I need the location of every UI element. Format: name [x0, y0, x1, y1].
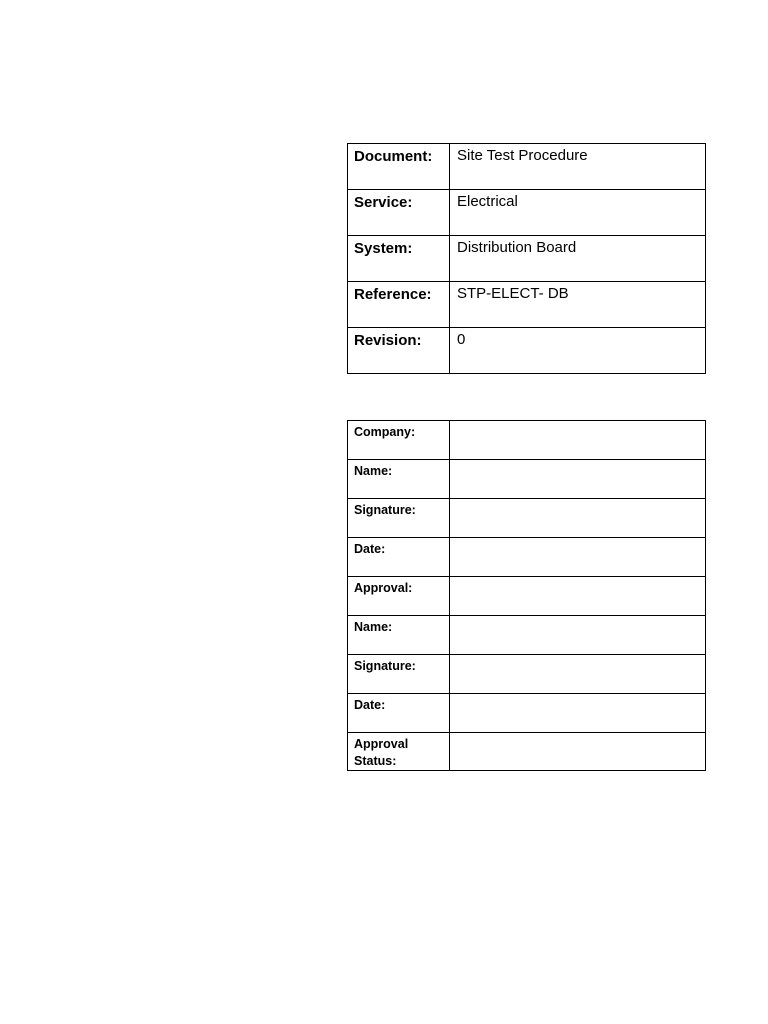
table-row [348, 236, 706, 282]
document-info-table [347, 143, 706, 374]
table-row [348, 694, 706, 733]
name-field[interactable] [450, 460, 706, 499]
service-value: Electrical [450, 190, 706, 236]
system-value: Distribution Board [450, 236, 706, 282]
table-row [348, 328, 706, 374]
company-field[interactable] [450, 421, 706, 460]
approval-status-field[interactable] [450, 733, 706, 771]
reference-label: Reference: [348, 282, 450, 328]
signature-label: Signature: [348, 499, 450, 538]
approval-form-table [347, 420, 706, 771]
reference-value: STP-ELECT- DB [450, 282, 706, 328]
date-label: Date: [348, 538, 450, 577]
approver-name-label: Name: [348, 616, 450, 655]
table-row [348, 499, 706, 538]
service-label: Service: [348, 190, 450, 236]
approver-name-field[interactable] [450, 616, 706, 655]
revision-value: 0 [450, 328, 706, 374]
table-row [348, 190, 706, 236]
table-row [348, 282, 706, 328]
table-row [348, 460, 706, 499]
document-label: Document: [348, 144, 450, 190]
company-label: Company: [348, 421, 450, 460]
approval-date-field[interactable] [450, 694, 706, 733]
name-label: Name: [348, 460, 450, 499]
table-row [348, 421, 706, 460]
approval-date-label: Date: [348, 694, 450, 733]
table-row [348, 733, 706, 771]
approval-label: Approval: [348, 577, 450, 616]
date-field[interactable] [450, 538, 706, 577]
table-row [348, 538, 706, 577]
approver-signature-label: Signature: [348, 655, 450, 694]
table-row [348, 577, 706, 616]
table-row [348, 144, 706, 190]
approval-field[interactable] [450, 577, 706, 616]
approval-status-label: Approval Status: [348, 733, 450, 771]
system-label: System: [348, 236, 450, 282]
approver-signature-field[interactable] [450, 655, 706, 694]
table-row [348, 616, 706, 655]
signature-field[interactable] [450, 499, 706, 538]
revision-label: Revision: [348, 328, 450, 374]
document-value: Site Test Procedure [450, 144, 706, 190]
table-row [348, 655, 706, 694]
